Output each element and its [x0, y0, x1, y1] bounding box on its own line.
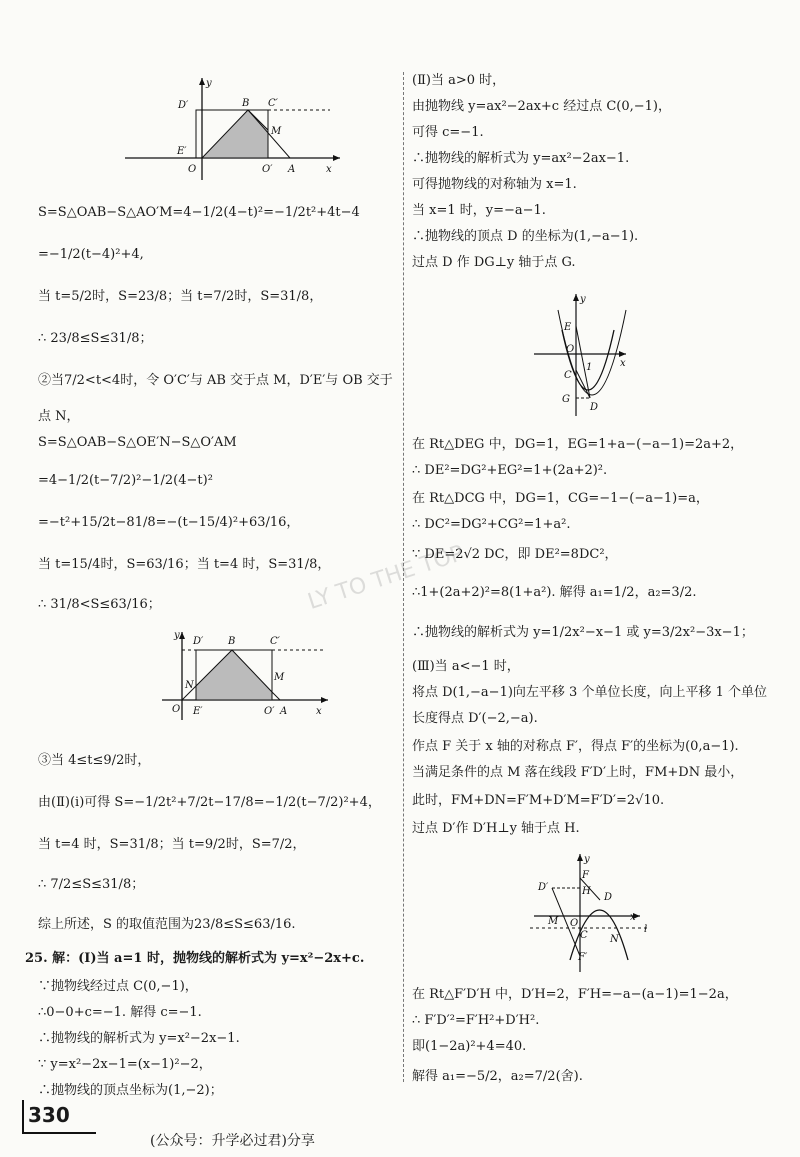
- text-line: ∴抛物线的解析式为 y=ax²−2ax−1.: [412, 151, 630, 166]
- fig4-label: N: [610, 934, 619, 945]
- text-line: 当 t=4 时，S=31/8；当 t=9/2时，S=7/2，: [38, 837, 306, 852]
- fig2-label: O′: [264, 706, 275, 717]
- text-line: 此时，FM+DN=F′M+D′M=F′D′=2√10.: [412, 793, 665, 808]
- fig2-label: x: [316, 706, 322, 717]
- text-line: ②当7/2<t<4时，令 O′C′与 AB 交于点 M，D′E′与 OB 交于: [38, 373, 393, 388]
- fig4-label: O: [570, 918, 579, 929]
- fig4-label: l: [644, 924, 648, 935]
- text-line: 过点 D′作 D′H⊥y 轴于点 H.: [412, 821, 580, 836]
- fig2-label: y: [174, 630, 180, 641]
- fig2-label: E′: [193, 706, 203, 717]
- text-line: ∴1+(2a+2)²=8(1+a²). 解得 a₁=1/2，a₂=3/2.: [412, 585, 697, 600]
- fig3-label: y: [580, 294, 586, 305]
- fig3-label: G: [562, 394, 570, 405]
- fig3-label: D: [590, 402, 599, 413]
- text-line: 过点 D 作 DG⊥y 轴于点 G.: [412, 255, 576, 270]
- fig4-label: C: [580, 930, 588, 941]
- text-line: ∴ 7/2≤S≤31/8；: [38, 877, 145, 892]
- fig1-label: D′: [178, 100, 189, 111]
- fig1-label: y: [206, 78, 212, 89]
- text-line: 当 t=5/2时，S=23/8；当 t=7/2时，S=31/8，: [38, 289, 323, 304]
- fig4-label: M: [548, 916, 559, 927]
- fig4-label: y: [584, 854, 590, 865]
- fig1-label: E′: [177, 146, 187, 157]
- text-line: 在 Rt△DEG 中，DG=1，EG=1+a−(−a−1)=2a+2，: [412, 437, 744, 452]
- text-line: ∴ DE²=DG²+EG²=1+(2a+2)².: [412, 463, 608, 478]
- text-line: =−t²+15/2t−81/8=−(t−15/4)²+63/16，: [38, 515, 300, 530]
- text-line: =4−1/2(t−7/2)²−1/2(4−t)²: [38, 473, 213, 488]
- text-line: ∵ DE=2√2 DC，即 DE²=8DC²，: [412, 547, 618, 562]
- figure-trapezoid-2: [160, 628, 340, 724]
- text-line: 在 Rt△DCG 中，DG=1，CG=−1−(−a−1)=a，: [412, 491, 709, 506]
- fig3-label: E: [564, 322, 572, 333]
- text-line: ∴ 31/8<S≤63/16；: [38, 597, 161, 612]
- text-line: ∴抛物线的顶点坐标为(1,−2)；: [38, 1083, 223, 1098]
- footer-credit: (公众号：升学必过君)分享: [150, 1133, 315, 1149]
- fig4-label: F: [582, 870, 589, 881]
- fig2-label: B: [228, 636, 236, 647]
- text-line: ∴ 23/8≤S≤31/8；: [38, 331, 153, 346]
- text-line: 即(1−2a)²+4=40.: [412, 1039, 527, 1054]
- text-line: ∴抛物线的顶点 D 的坐标为(1,−a−1).: [412, 229, 639, 244]
- fig4-label: H: [582, 886, 591, 897]
- watermark-logo: [285, 470, 505, 620]
- page-number: 330: [22, 1100, 96, 1134]
- text-line: 作点 F 关于 x 轴的对称点 F′，得点 F′的坐标为(0,a−1).: [412, 739, 739, 754]
- text-line: 由(Ⅱ)(ⅰ)可得 S=−1/2t²+7/2t−17/8=−1/2(t−7/2)²+4，: [38, 795, 381, 810]
- text-line: ∵ y=x²−2x−1=(x−1)²−2，: [38, 1057, 212, 1072]
- text-line: 可得 c=−1.: [412, 125, 484, 140]
- fig2-label: D′: [193, 636, 204, 647]
- fig3-label: 1: [586, 362, 593, 373]
- text-line: 解得 a₁=−5/2，a₂=7/2(舍).: [412, 1069, 583, 1084]
- text-line: ∴0−0+c=−1. 解得 c=−1.: [38, 1005, 202, 1020]
- text-line: 点 N，: [38, 409, 80, 424]
- fig3-label: O: [566, 344, 575, 355]
- text-line: 将点 D(1,−a−1)向左平移 3 个单位长度，向上平移 1 个单位: [412, 685, 767, 700]
- fig2-label: M: [274, 672, 285, 683]
- fig1-label: B: [242, 98, 250, 109]
- text-line: 综上所述，S 的取值范围为23/8≤S≤63/16.: [38, 917, 296, 932]
- text-line: =−1/2(t−4)²+4,: [38, 247, 144, 262]
- text-line: S=S△OAB−S△OE′N−S△O′AM: [38, 435, 237, 450]
- watermark-text: LY TO THE TOP: [304, 540, 468, 615]
- text-line: ∴抛物线的解析式为 y=1/2x²−x−1 或 y=3/2x²−3x−1；: [412, 625, 754, 640]
- fig1-label: O: [188, 164, 197, 175]
- fig1-label: A: [288, 164, 296, 175]
- text-line: ③当 4≤t≤9/2时，: [38, 753, 151, 768]
- fig2-label: N: [185, 680, 194, 691]
- fig1-label: M: [271, 126, 282, 137]
- text-line: ∴ F′D′²=F′H²+D′H².: [412, 1013, 540, 1028]
- text-line: (Ⅱ)当 a>0 时，: [412, 73, 506, 88]
- text-line: ∴抛物线的解析式为 y=x²−2x−1.: [38, 1031, 240, 1046]
- text-line: 在 Rt△F′D′H 中，D′H=2，F′H=−a−(a−1)=1−2a，: [412, 987, 738, 1002]
- fig4-label: D′: [538, 882, 549, 893]
- text-line: ∴ DC²=DG²+CG²=1+a².: [412, 517, 571, 532]
- fig4-label: D: [604, 892, 613, 903]
- text-line: 可得抛物线的对称轴为 x=1.: [412, 177, 577, 192]
- text-line: S=S△OAB−S△AO′M=4−1/2(4−t)²=−1/2t²+4t−4: [38, 205, 360, 220]
- fig1-label: C′: [268, 98, 278, 109]
- fig3-label: x: [620, 358, 626, 369]
- fig2-label: C′: [270, 636, 280, 647]
- fig4-label: x: [630, 912, 636, 923]
- problem-25: 25. 解：(Ⅰ)当 a=1 时，抛物线的解析式为 y=x²−2x+c.: [25, 951, 365, 966]
- fig2-label: A: [280, 706, 288, 717]
- text-line: 当满足条件的点 M 落在线段 F′D′上时，FM+DN 最小，: [412, 765, 744, 780]
- text-line: 长度得点 D′(−2,−a).: [412, 711, 538, 726]
- text-line: 当 t=15/4时，S=63/16；当 t=4 时，S=31/8，: [38, 557, 331, 572]
- fig2-label: O: [172, 704, 181, 715]
- fig3-label: C: [564, 370, 572, 381]
- text-line: 当 x=1 时，y=−a−1.: [412, 203, 546, 218]
- text-line: 由抛物线 y=ax²−2ax+c 经过点 C(0,−1)，: [412, 99, 672, 114]
- figure-trapezoid-1: [120, 72, 350, 184]
- fig1-label: O′: [262, 164, 273, 175]
- figure-parabola-1: [530, 290, 630, 420]
- text-line: ∵抛物线经过点 C(0,−1)，: [38, 979, 198, 994]
- text-line: (Ⅲ)当 a<−1 时，: [412, 659, 520, 674]
- figure-parabola-2: [530, 850, 660, 976]
- fig4-label: F′: [578, 952, 588, 963]
- fig1-label: x: [326, 164, 332, 175]
